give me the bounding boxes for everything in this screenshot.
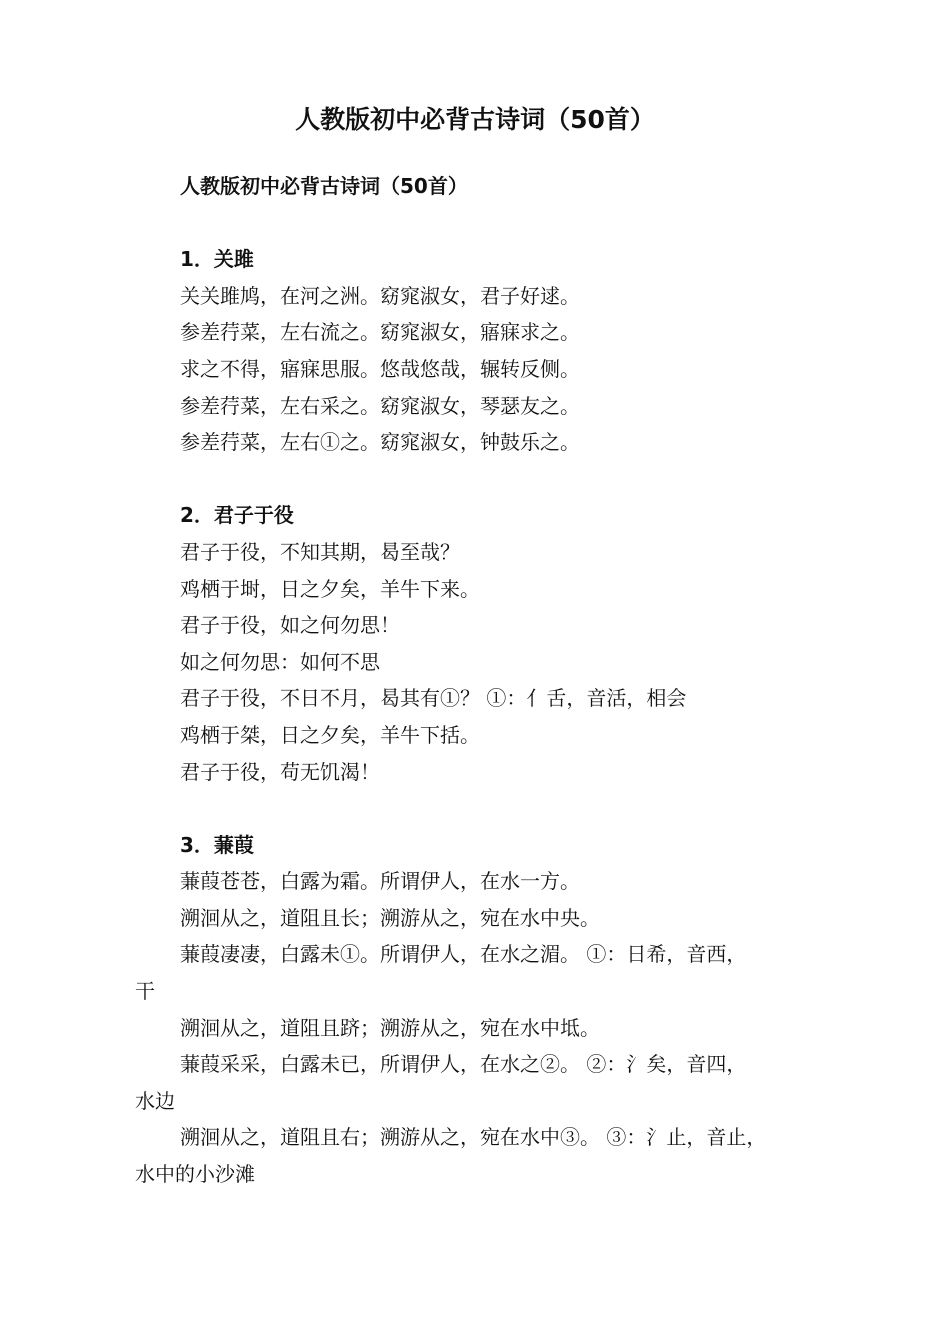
poem-section bbox=[135, 827, 855, 1193]
poem-line: 关关雎鸠，在河之洲。窈窕淑女，君子好逑。 bbox=[180, 283, 580, 308]
poem-line: 君子于役，不知其期，曷至哉？ bbox=[180, 539, 460, 564]
page-title: 人教版初中必背古诗词（50首） bbox=[295, 105, 655, 134]
poem-heading: 1．关雎 bbox=[180, 247, 254, 272]
poem-line: 君子于役，如之何勿思！ bbox=[180, 613, 400, 638]
poem-line-continuation: 水边 bbox=[135, 1088, 175, 1113]
poem-line: 参差荇菜，左右①之。窈窕淑女，钟鼓乐之。 bbox=[180, 430, 580, 455]
poem-line: 参差荇菜，左右流之。窈窕淑女，寤寐求之。 bbox=[180, 320, 580, 345]
poem-heading: 2．君子于役 bbox=[180, 503, 294, 528]
poem-line: 君子于役，苟无饥渴！ bbox=[180, 759, 380, 784]
blank-line bbox=[135, 790, 855, 827]
poem-section bbox=[135, 497, 855, 790]
poem-heading: 3．蒹葭 bbox=[180, 832, 254, 857]
poem-line: 君子于役，不日不月，曷其有①？ ①：亻舌，音活，相会 bbox=[180, 686, 687, 711]
poem-line: 溯洄从之，道阻且跻；溯游从之，宛在水中坻。 bbox=[180, 1015, 600, 1040]
poem-section bbox=[135, 241, 855, 461]
poem-line: 参差荇菜，左右采之。窈窕淑女，琴瑟友之。 bbox=[180, 393, 580, 418]
poem-line: 鸡栖于桀，日之夕矣，羊牛下括。 bbox=[180, 722, 480, 747]
blank-line bbox=[135, 205, 855, 242]
blank-line bbox=[135, 461, 855, 498]
document-body bbox=[135, 168, 855, 1193]
poem-line: 蒹葭采采，白露未已，所谓伊人，在水之②。 ②：氵矣，音四， bbox=[180, 1052, 747, 1077]
poem-line-continuation: 干 bbox=[135, 979, 155, 1004]
document-subtitle: 人教版初中必背古诗词（50首） bbox=[180, 174, 468, 198]
poem-line: 求之不得，寤寐思服。悠哉悠哉，辗转反侧。 bbox=[180, 356, 580, 381]
poem-line: 蒹葭凄凄，白露未①。所谓伊人，在水之湄。 ①：日希，音西， bbox=[180, 942, 747, 967]
poem-line: 如之何勿思：如何不思 bbox=[180, 649, 380, 674]
poem-line: 蒹葭苍苍，白露为霜。所谓伊人，在水一方。 bbox=[180, 869, 580, 894]
poem-line: 溯洄从之，道阻且长；溯游从之，宛在水中央。 bbox=[180, 905, 600, 930]
poem-line: 溯洄从之，道阻且右；溯游从之，宛在水中③。 ③：氵止，音止， bbox=[180, 1125, 767, 1150]
poem-line-continuation: 水中的小沙滩 bbox=[135, 1162, 255, 1187]
poem-line: 鸡栖于埘，日之夕矣，羊牛下来。 bbox=[180, 576, 480, 601]
